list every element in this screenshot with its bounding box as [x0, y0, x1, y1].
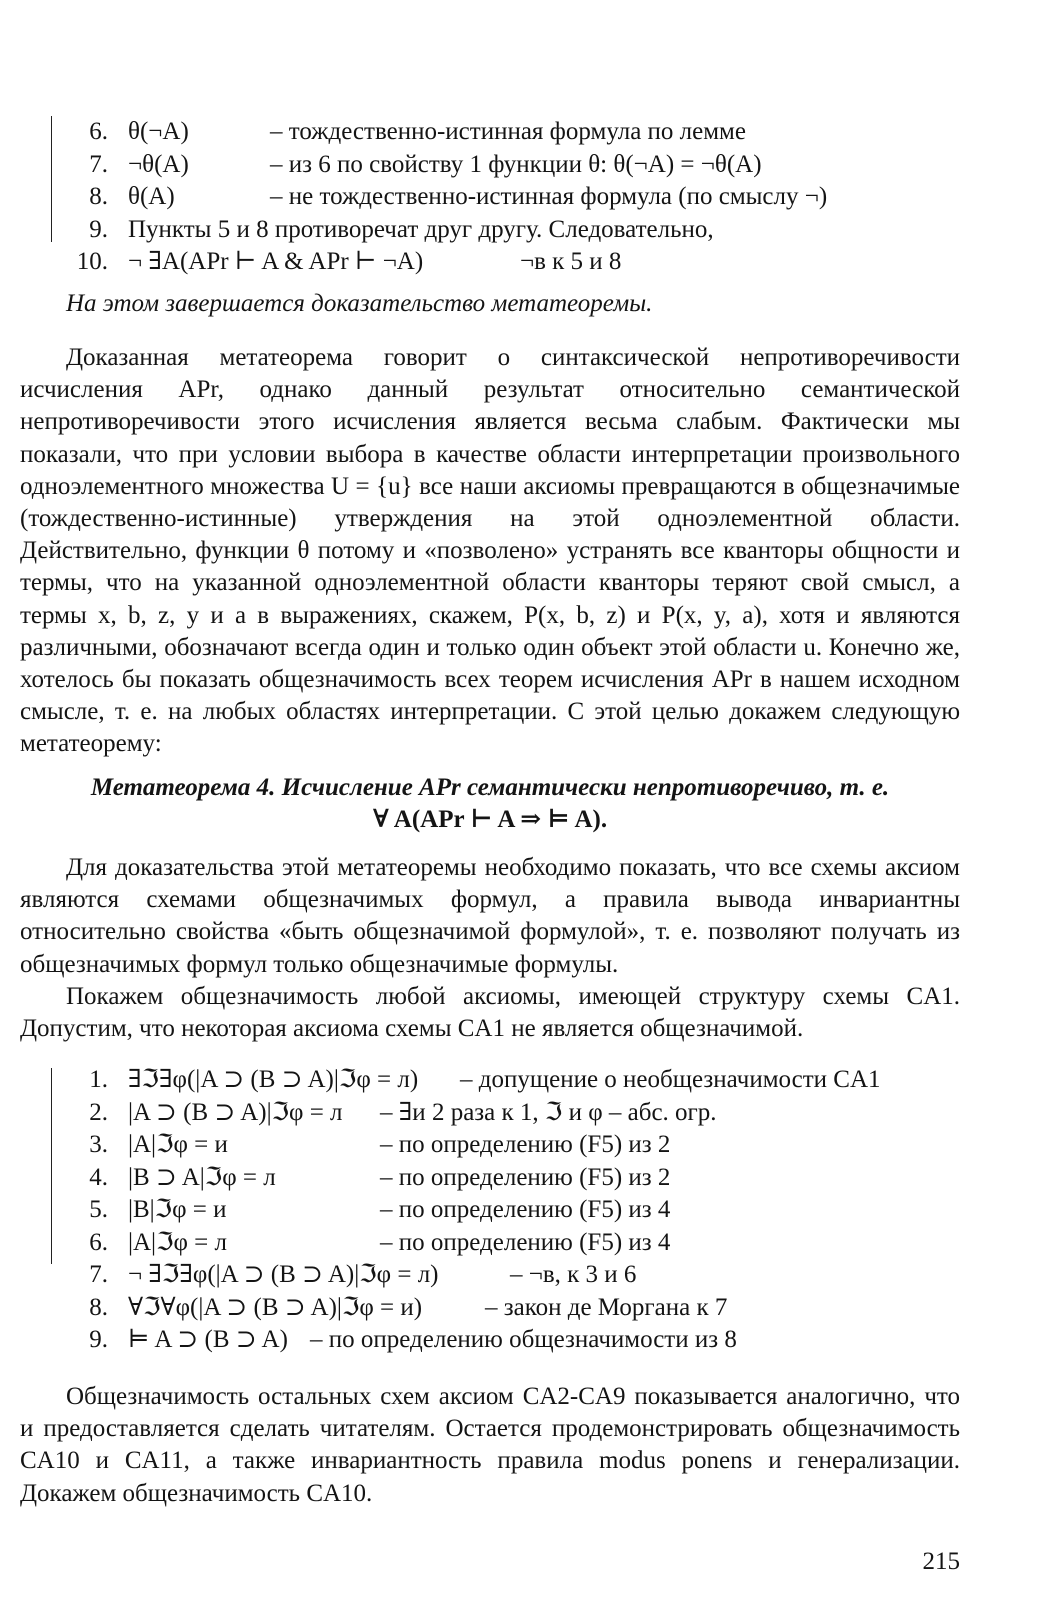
proof-step [60, 1227, 960, 1260]
proof-bracket-top [51, 116, 52, 242]
proof-step [60, 246, 960, 279]
proof-step [60, 1292, 960, 1325]
proof-step [60, 1129, 960, 1162]
step-comment: – закон де Моргана к 7 [485, 1293, 728, 1321]
paragraph-1: Доказанная метатеорема говорит о синтаксической непротиворечивости исчисления APr, однако данный результат относительно семантической непротиворечивости этого исчисления является весьма слабым. Фактически мы показали, что при условии выбора в качестве области интерпретации произвольного одноэлементного множества U = {u} все наши аксиомы превращаются в общезначимые (тождественно-истинные) утверждения на этой одноэлементной области. Действительно, функции θ потому и «позволено» устранять все кванторы общности и термы, что на указанной одноэлементной области кванторы теряют свой смысл, а термы x, b, z, y и a в выражениях, скажем, P(x, b, z) и P(x, y, a), хотя и являются различными, обозначают всегда один и только один объект этой области u. Конечно же, хотелось бы показать общезначимость всех теорем исчисления APr в нашем исходном смысле, т. е. на любых областях интерпретации. С этой целью докажем следующую метатеорему: [20, 344, 960, 758]
step-number: 9. [89, 1326, 108, 1353]
proof-step [60, 1064, 960, 1097]
proof-step [60, 214, 960, 247]
paragraph-3: Покажем общезначимость любой аксиомы, имеющей структуру схемы CA1. Допустим, что некоторая аксиома схемы CA1 не является общезначимой. [20, 983, 960, 1043]
paragraph-4: Общезначимость остальных схем аксиом CA2-CA9 показывается аналогично, что и предоставляется сделать читателям. Остается продемонстрировать общезначимость CA10 и CA11, а также инвариантность правила modus ponens и генерализации. Докажем общезначимость CA10. [20, 1383, 960, 1507]
step-comment: – по определению (F5) из 2 [380, 1163, 671, 1191]
step-number: 5. [89, 1196, 108, 1223]
step-formula: Пункты 5 и 8 противоречат друг другу. Следовательно, [128, 215, 714, 243]
step-number: 8. [89, 1293, 108, 1321]
step-comment: – по определению общезначимости из 8 [310, 1326, 737, 1353]
step-number: 6. [89, 118, 108, 145]
step-formula: θ(A) [128, 183, 175, 210]
paragraph-2: Для доказательства этой метатеоремы необходимо показать, что все схемы аксиом являются схемами общезначимых формул, а правила вывода инвариантны относительно свойства «быть общезначимой формулой», т. е. позволяют получать из общезначимых формул только общезначимые формулы. [20, 854, 960, 978]
step-formula: θ(¬A) [128, 118, 189, 145]
step-formula: ∃ℑ∃φ(|A ⊃ (B ⊃ A)|ℑφ = л) [128, 1066, 419, 1093]
proof-end-note: На этом завершается доказательство метатеоремы. [66, 290, 653, 317]
theorem-title: Метатеорема 4. Исчисление APr семантически непротиворечиво, т. е. [90, 774, 890, 801]
step-comment: – ∃и 2 раза к 1, ℑ и φ – абс. огр. [380, 1098, 717, 1126]
proof-step [60, 1324, 960, 1357]
proof-step [60, 1194, 960, 1227]
step-comment: – по определению (F5) из 4 [380, 1196, 671, 1223]
theorem-formula: ∀ A(APr ⊢ A ⇒ ⊨ A). [372, 806, 608, 833]
step-comment: – из 6 по свойству 1 функции θ: θ(¬A) = ¬θ(A) [270, 150, 762, 178]
step-comment: – тождественно-истинная формула по лемме [270, 118, 746, 145]
step-number: 8. [89, 183, 108, 210]
step-comment: – не тождественно-истинная формула (по смыслу ¬) [270, 183, 828, 210]
page-number: 215 [922, 1548, 960, 1575]
proof-steps-bottom [60, 1064, 960, 1357]
proof-step [60, 1097, 960, 1130]
proof-step [60, 149, 960, 182]
proof-step [60, 181, 960, 214]
step-formula: ¬ ∃A(APr ⊢ A & APr ⊢ ¬A) [128, 248, 424, 275]
step-number: 6. [89, 1228, 108, 1256]
step-number: 10. [76, 248, 108, 275]
step-number: 7. [89, 1261, 108, 1288]
proof-step [60, 1259, 960, 1292]
step-formula: |A|ℑφ = и [128, 1131, 228, 1158]
step-comment: – ¬в, к 3 и 6 [510, 1261, 637, 1288]
step-number: 4. [89, 1163, 108, 1191]
step-comment: – допущение о необщезначимости CA1 [460, 1066, 881, 1093]
step-formula: |B ⊃ A|ℑφ = л [128, 1163, 276, 1191]
step-formula: |B|ℑφ = и [128, 1196, 227, 1223]
step-formula: ∀ℑ∀φ(|A ⊃ (B ⊃ A)|ℑφ = и) [128, 1293, 423, 1321]
proof-steps-top [60, 116, 960, 279]
step-formula: |A ⊃ (B ⊃ A)|ℑφ = л [128, 1098, 343, 1126]
step-number: 3. [89, 1131, 108, 1158]
step-comment: – по определению (F5) из 4 [380, 1228, 671, 1256]
proof-bracket-bottom [51, 1068, 52, 1264]
step-formula: |A|ℑφ = л [128, 1228, 227, 1256]
step-number: 7. [89, 150, 108, 178]
step-number: 2. [89, 1098, 108, 1126]
step-comment: – по определению (F5) из 2 [380, 1131, 671, 1158]
step-comment: ¬в к 5 и 8 [520, 248, 622, 275]
proof-step [60, 116, 960, 149]
step-number: 9. [89, 215, 108, 243]
step-formula: ¬ ∃ℑ∃φ(|A ⊃ (B ⊃ A)|ℑφ = л) [128, 1261, 439, 1288]
proof-step [60, 1162, 960, 1195]
step-formula: ¬θ(A) [128, 150, 189, 178]
step-formula: ⊨ A ⊃ (B ⊃ A) [128, 1326, 288, 1353]
step-number: 1. [89, 1066, 108, 1093]
